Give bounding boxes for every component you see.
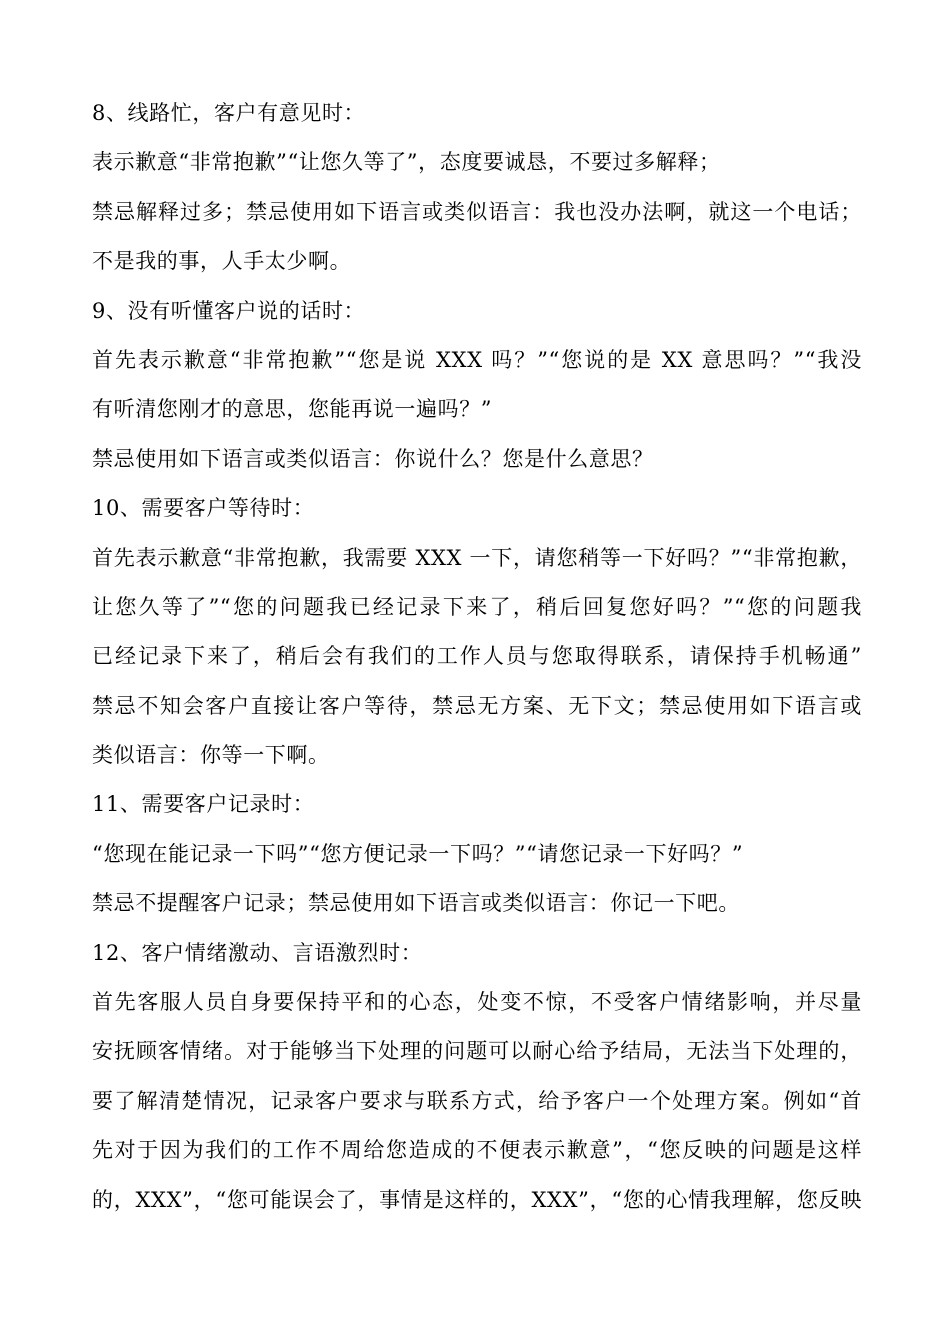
body-line: 已经记录下来了，稍后会有我们的工作人员与您取得联系，请保持手机畅通” [92,644,862,669]
body-line: 不是我的事，人手太少啊。 [92,249,352,274]
body-line: 让您久等了”“您的问题我已经记录下来了，稍后回复您好吗？”“您的问题我 [92,594,862,619]
body-line: 首先表示歉意“非常抱歉”“您是说 XXX 吗？”“您说的是 XX 意思吗？”“我没 [92,347,862,372]
body-line: 安抚顾客情绪。对于能够当下处理的问题可以耐心给予结局，无法当下处理的， [92,1039,862,1064]
heading-line-emotional: 12、客户情绪激动、言语激烈时： [92,940,423,965]
body-line: 表示歉意“非常抱歉”“让您久等了”，态度要诚恳，不要过多解释； [92,150,721,175]
heading-line-busy: 8、线路忙，客户有意见时： [92,101,366,125]
body-line: 禁忌不提醒客户记录；禁忌使用如下语言或类似语言：你记一下吧。 [92,891,740,916]
heading-line-waiting: 10、需要客户等待时： [92,496,315,521]
document-page [92,89,862,1225]
heading-line-recording: 11、需要客户记录时： [92,792,315,817]
body-line: 有听清您刚才的意思，您能再说一遍吗？” [92,397,493,422]
body-line: 先对于因为我们的工作不周给您造成的不便表示歉意”，“您反映的问题是这样 [92,1138,862,1163]
body-line: 禁忌不知会客户直接让客户等待，禁忌无方案、无下文；禁忌使用如下语言或 [92,693,862,718]
body-line: 要了解清楚情况，记录客户要求与联系方式，给予客户一个处理方案。例如“首 [92,1088,862,1113]
body-line: 首先客服人员自身要保持平和的心态，处变不惊，不受客户情绪影响，并尽量 [92,990,862,1015]
body-line: 首先表示歉意“非常抱歉，我需要 XXX 一下，请您稍等一下好吗？”“非常抱歉， [92,545,862,570]
body-line: 类似语言：你等一下啊。 [92,743,330,768]
body-line: “您现在能记录一下吗”“您方便记录一下吗？”“请您记录一下好吗？” [92,841,744,866]
body-line: 禁忌解释过多；禁忌使用如下语言或类似语言：我也没办法啊，就这一个电话； [92,199,862,224]
body-line: 的，XXX”，“您可能误会了，事情是这样的，XXX”，“您的心情我理解，您反映 [92,1187,862,1212]
body-line: 禁忌使用如下语言或类似语言：你说什么？您是什么意思？ [92,446,654,471]
heading-line-not-understood: 9、没有听懂客户说的话时： [92,298,366,323]
